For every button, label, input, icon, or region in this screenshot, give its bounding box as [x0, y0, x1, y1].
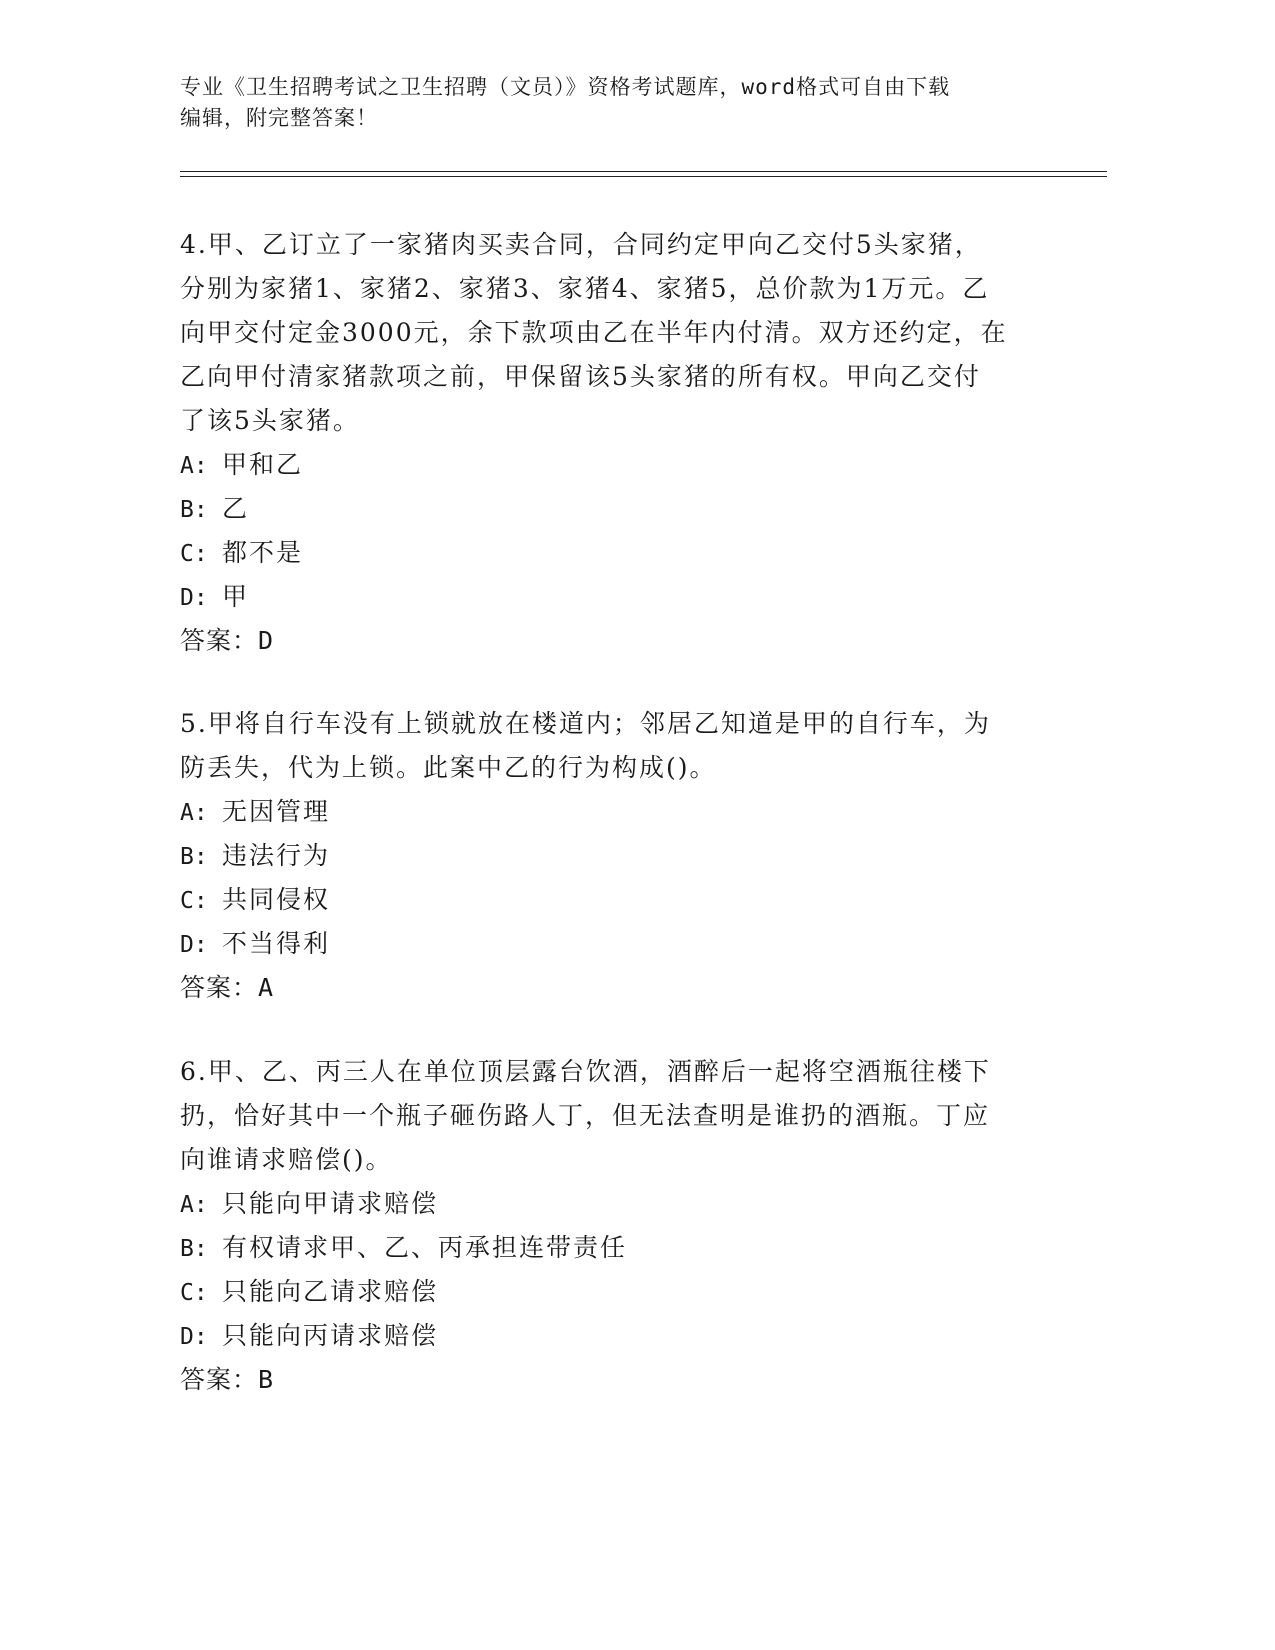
option-key: A:	[180, 453, 208, 479]
stem-line: 向谁请求赔偿()。	[180, 1145, 393, 1174]
stem-line: 4.甲、乙订立了一家猪肉买卖合同，合同约定甲向乙交付5头家猪，	[180, 230, 982, 259]
answer-label: 答案：	[180, 626, 259, 655]
question-stem	[180, 1050, 1040, 1182]
option-key: D:	[180, 932, 208, 958]
option-d	[180, 1314, 1040, 1358]
option-d	[180, 575, 1040, 619]
option-key: B:	[180, 497, 208, 523]
option-text: 只能向甲请求赔偿	[222, 1189, 439, 1218]
answer	[180, 619, 1040, 663]
answer	[180, 1358, 1040, 1402]
header-divider-top	[180, 171, 1107, 172]
stem-line: 了该5头家猪。	[180, 406, 360, 435]
answer-label: 答案：	[180, 1365, 259, 1394]
header-line-1: 专业《卫生招聘考试之卫生招聘（文员）》资格考试题库，word格式可自由下载	[180, 75, 951, 99]
answer-value: B	[258, 1365, 275, 1394]
option-b	[180, 487, 1040, 531]
option-c	[180, 878, 1040, 922]
option-key: A:	[180, 1192, 208, 1218]
answer-value: D	[258, 626, 275, 655]
option-key: B:	[180, 1236, 208, 1262]
stem-line: 向甲交付定金3000元，余下款项由乙在半年内付清。双方还约定，在	[180, 318, 1008, 347]
option-key: D:	[180, 585, 208, 611]
option-a	[180, 443, 1040, 487]
option-key: C:	[180, 541, 208, 567]
option-key: A:	[180, 800, 208, 826]
stem-line: 乙向甲付清家猪款项之前，甲保留该5头家猪的所有权。甲向乙交付	[180, 362, 981, 391]
option-text: 共同侵权	[222, 885, 331, 914]
stem-line: 防丢失，代为上锁。此案中乙的行为构成()。	[180, 753, 717, 782]
option-text: 甲和乙	[222, 450, 304, 479]
option-text: 有权请求甲、乙、丙承担连带责任	[222, 1233, 628, 1262]
option-key: C:	[180, 1280, 208, 1306]
option-c	[180, 531, 1040, 575]
option-text: 乙	[222, 494, 250, 523]
question-6	[180, 1050, 1040, 1402]
option-a	[180, 1182, 1040, 1226]
option-text: 只能向丙请求赔偿	[222, 1321, 439, 1350]
option-key: D:	[180, 1324, 208, 1350]
header-divider-bottom	[180, 176, 1107, 177]
option-c	[180, 1270, 1040, 1314]
option-b	[180, 834, 1040, 878]
option-key: C:	[180, 888, 208, 914]
option-text: 只能向乙请求赔偿	[222, 1277, 439, 1306]
option-key: B:	[180, 844, 208, 870]
stem-line: 5.甲将自行车没有上锁就放在楼道内；邻居乙知道是甲的自行车，为	[180, 709, 991, 738]
option-text: 甲	[222, 582, 250, 611]
stem-line: 6.甲、乙、丙三人在单位顶层露台饮酒，酒醉后一起将空酒瓶往楼下	[180, 1057, 991, 1086]
option-text: 都不是	[222, 538, 304, 567]
option-text: 无因管理	[222, 797, 331, 826]
stem-line: 分别为家猪1、家猪2、家猪3、家猪4、家猪5，总价款为1万元。乙	[180, 274, 990, 303]
option-b	[180, 1226, 1040, 1270]
document-header	[180, 72, 1060, 134]
option-a	[180, 790, 1040, 834]
answer-value: A	[258, 973, 275, 1002]
question-stem	[180, 223, 1040, 443]
answer	[180, 966, 1040, 1010]
question-stem	[180, 702, 1040, 790]
option-text: 不当得利	[222, 929, 331, 958]
header-line-2: 编辑，附完整答案！	[180, 106, 378, 130]
option-text: 违法行为	[222, 841, 331, 870]
question-5	[180, 702, 1040, 1010]
stem-line: 扔，恰好其中一个瓶子砸伤路人丁，但无法查明是谁扔的酒瓶。丁应	[180, 1101, 991, 1130]
question-4	[180, 223, 1040, 663]
option-d	[180, 922, 1040, 966]
answer-label: 答案：	[180, 973, 259, 1002]
